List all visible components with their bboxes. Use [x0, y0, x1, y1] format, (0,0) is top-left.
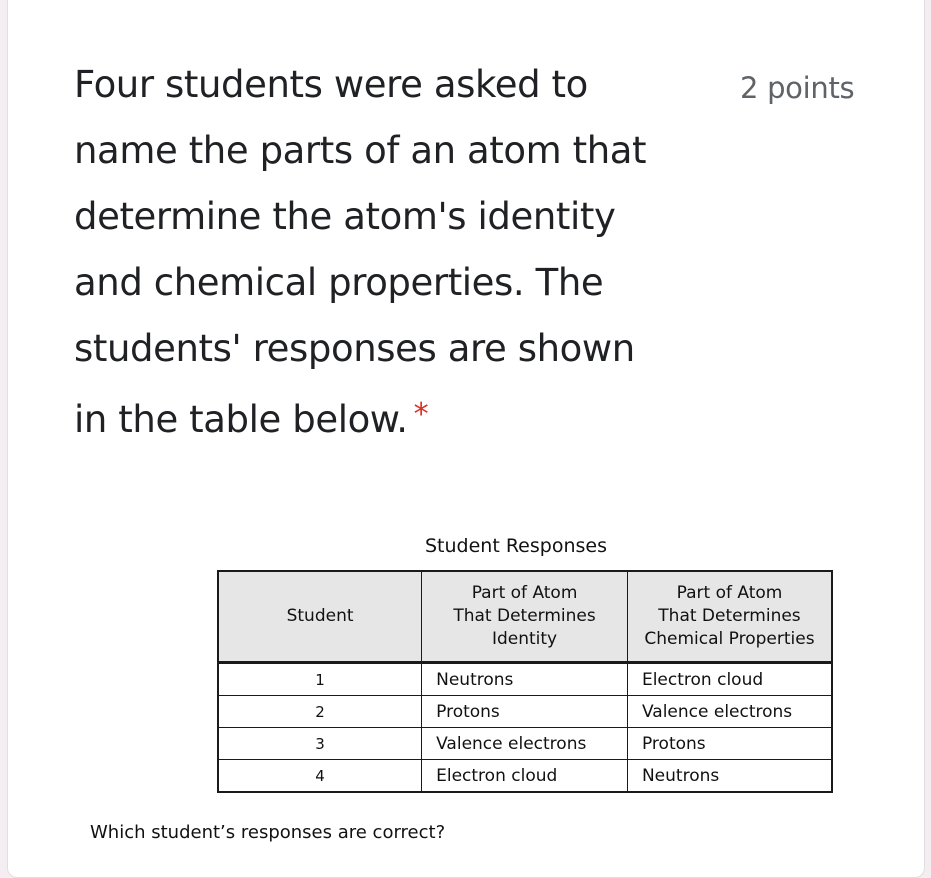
question-line-1: Four students were asked to [74, 63, 588, 106]
cell-student: 4 [218, 760, 422, 793]
table-caption: Student Responses [425, 535, 607, 557]
table-header-row [218, 571, 832, 663]
header-chemical [627, 571, 832, 663]
question-text [74, 52, 714, 453]
table-row [218, 696, 832, 728]
question-line-6: in the table below. [74, 398, 408, 441]
question-prompt: Which student’s responses are correct? [90, 822, 446, 843]
cell-chemical: Protons [627, 728, 832, 760]
student-responses-table [217, 570, 833, 793]
cell-identity: Valence electrons [422, 728, 628, 760]
header-identity-line-1: Part of Atom [471, 583, 578, 603]
header-identity [422, 571, 628, 663]
question-line-4: and chemical properties. The [74, 261, 604, 304]
cell-chemical: Neutrons [627, 760, 832, 793]
cell-identity: Protons [422, 696, 628, 728]
cell-identity: Neutrons [422, 663, 628, 696]
cell-student: 3 [218, 728, 422, 760]
table-row [218, 728, 832, 760]
header-chemical-line-3: Chemical Properties [644, 629, 815, 649]
question-line-3: determine the atom's identity [74, 195, 616, 238]
table-row [218, 663, 832, 696]
table-row [218, 760, 832, 793]
header-chemical-line-1: Part of Atom [676, 583, 783, 603]
cell-student: 1 [218, 663, 422, 696]
required-asterisk: * [413, 397, 429, 432]
cell-student: 2 [218, 696, 422, 728]
header-identity-line-3: Identity [491, 629, 558, 649]
header-identity-line-2: That Determines [453, 606, 596, 626]
cell-identity: Electron cloud [422, 760, 628, 793]
question-line-2: name the parts of an atom that [74, 129, 647, 172]
question-line-5: students' responses are shown [74, 327, 635, 370]
cell-chemical: Valence electrons [627, 696, 832, 728]
cell-chemical: Electron cloud [627, 663, 832, 696]
points-label: 2 points [740, 71, 855, 105]
header-student: Student [218, 571, 422, 663]
header-chemical-line-2: That Determines [658, 606, 801, 626]
